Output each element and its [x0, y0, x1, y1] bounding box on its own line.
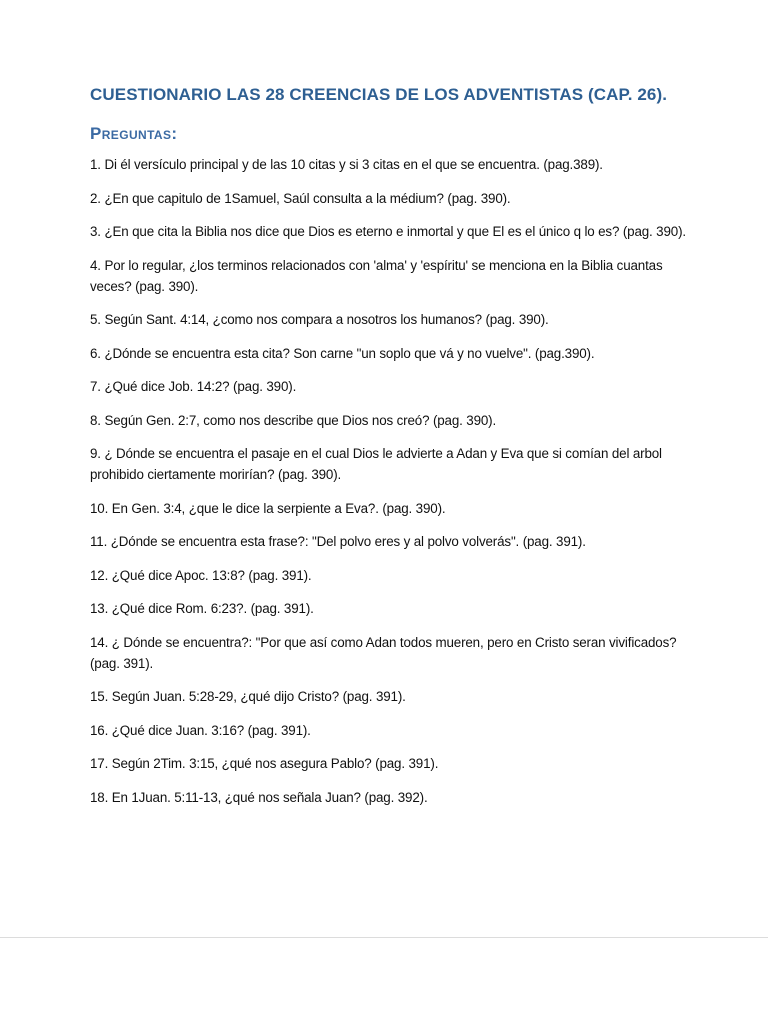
question-item: 6. ¿Dónde se encuentra esta cita? Son carne "un soplo que vá y no vuelve". (pag.390).	[90, 345, 595, 361]
question-item: 9. ¿ Dónde se encuentra el pasaje en el cual Dios le advierte a Adan y Eva que si comían del arbol prohibido ciertamente morirían? (pag. 390).	[90, 446, 662, 482]
question-list	[90, 154, 690, 808]
question-item: 18. En 1Juan. 5:11-13, ¿qué nos señala Juan? (pag. 392).	[90, 789, 428, 805]
question-item: 12. ¿Qué dice Apoc. 13:8? (pag. 391).	[90, 567, 312, 583]
section-heading-preguntas: Preguntas:	[90, 124, 178, 143]
question-item: 5. Según Sant. 4:14, ¿como nos compara a nosotros los humanos? (pag. 390).	[90, 312, 549, 327]
question-item: 3. ¿En que cita la Biblia nos dice que Dios es eterno e inmortal y que El es el único q lo es? (pag. 390).	[90, 224, 686, 239]
page-bottom-divider	[0, 937, 768, 938]
document-title: CUESTIONARIO LAS 28 CREENCIAS DE LOS ADVENTISTAS (CAP. 26).	[90, 85, 668, 104]
question-item: 17. Según 2Tim. 3:15, ¿qué nos asegura Pablo? (pag. 391).	[90, 756, 439, 771]
question-item: 10. En Gen. 3:4, ¿que le dice la serpiente a Eva?. (pag. 390).	[90, 500, 446, 516]
question-item: 4. Por lo regular, ¿los terminos relacionados con 'alma' y 'espíritu' se menciona en la Biblia cuantas veces? (pag. 390).	[90, 257, 663, 294]
question-item: 11. ¿Dónde se encuentra esta frase?: "Del polvo eres y al polvo volverás". (pag. 391).	[90, 534, 586, 549]
question-item: 7. ¿Qué dice Job. 14:2? (pag. 390).	[90, 379, 297, 394]
question-item: 13. ¿Qué dice Rom. 6:23?. (pag. 391).	[90, 601, 314, 616]
document-content	[90, 82, 690, 820]
question-item: 2. ¿En que capitulo de 1Samuel, Saúl consulta a la médium? (pag. 390).	[90, 190, 511, 206]
question-item: 8. Según Gen. 2:7, como nos describe que Dios nos creó? (pag. 390).	[90, 412, 497, 428]
question-item: 1. Di él versículo principal y de las 10 citas y si 3 citas en el que se encuentra. (pag.389).	[90, 157, 603, 172]
question-item: 14. ¿ Dónde se encuentra?: "Por que así como Adan todos mueren, pero en Cristo seran vivificados? (pag. 391).	[90, 634, 677, 671]
question-item: 16. ¿Qué dice Juan. 3:16? (pag. 391).	[90, 722, 311, 738]
question-item: 15. Según Juan. 5:28-29, ¿qué dijo Cristo? (pag. 391).	[90, 689, 406, 704]
